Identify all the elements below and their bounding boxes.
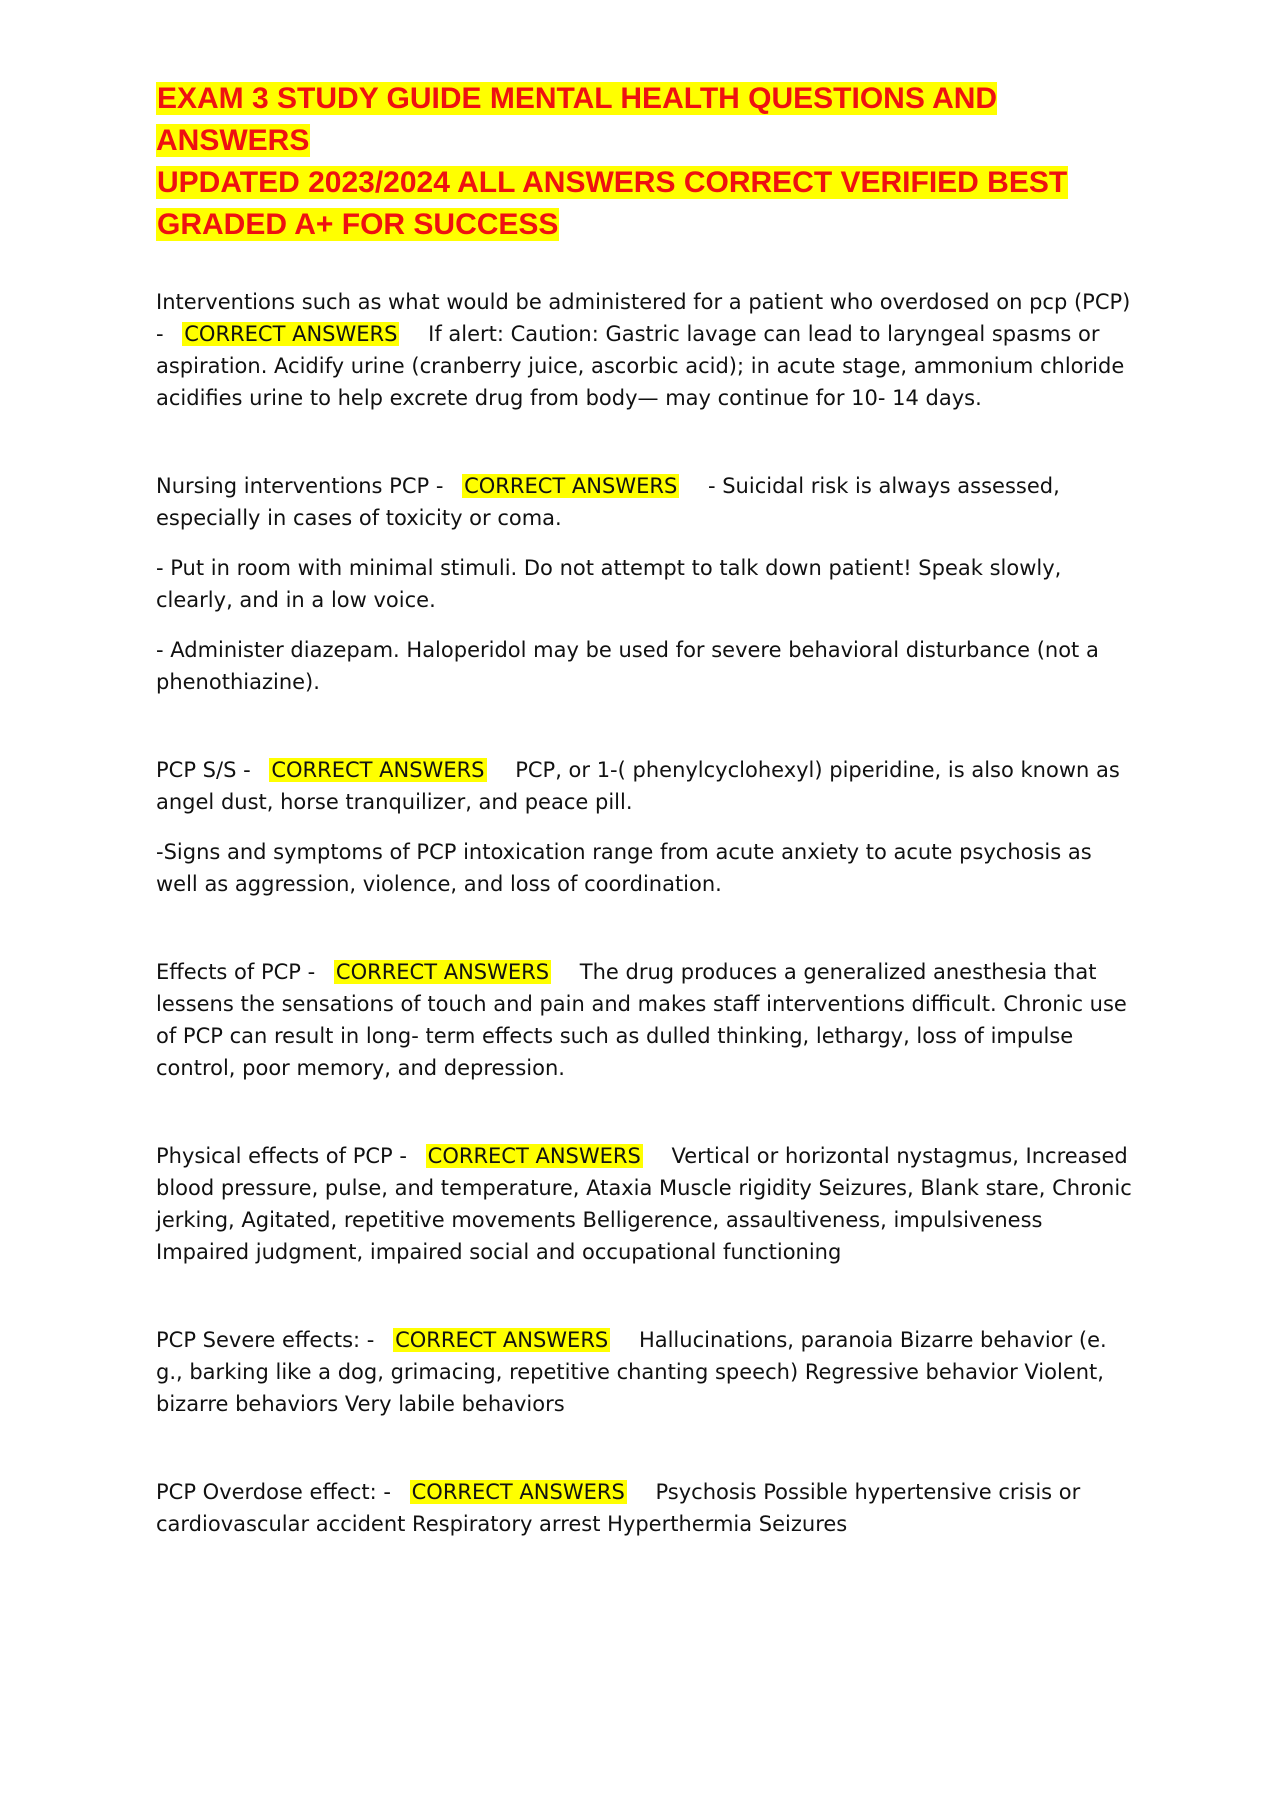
answer-text: Vertical or horizontal nystagmus, Increased blood pressure, pulse, and temperature, Ataxia Muscle rigidity Seizures, Blank stare, Chronic jerking, Agitated, repetitive movements Belligerence, assaultiveness, impulsiveness Impaired judgment, impaired social and occupational functioning — [156, 1144, 1132, 1264]
qa-main-paragraph — [156, 754, 1136, 818]
correct-answers-badge: CORRECT ANSWERS — [411, 1480, 625, 1504]
qa-item — [156, 1324, 1136, 1420]
correct-answers-badge: CORRECT ANSWERS — [184, 322, 398, 346]
correct-answers-badge: CORRECT ANSWERS — [464, 474, 678, 498]
answer-text: The drug produces a generalized anesthesia that lessens the sensations of touch and pain and makes staff interventions difficult. Chronic use of PCP can result in long- term effects such as dulled thinking, lethargy, loss of impulse control, poor memory, and depression. — [156, 960, 1127, 1080]
answer-text: Hallucinations, paranoia Bizarre behavior (e. g., barking like a dog, grimacing, repetitive chanting speech) Regressive behavior Violent, bizarre behaviors Very labile behaviors — [156, 1328, 1107, 1416]
qa-item — [156, 956, 1136, 1084]
qa-main-paragraph — [156, 1476, 1136, 1540]
correct-answers-badge: CORRECT ANSWERS — [335, 960, 550, 984]
answer-extra-paragraph: -Signs and symptoms of PCP intoxication range from acute anxiety to acute psychosis as well as aggression, violence, and loss of coordination. — [156, 840, 1092, 896]
qa-main-paragraph — [156, 470, 1136, 534]
question-text: Interventions such as what would be administered for a patient who overdosed on pcp (PCP) - — [156, 290, 1131, 346]
title-line: GRADED A+ FOR SUCCESS — [157, 208, 559, 241]
qa-item — [156, 754, 1136, 900]
qa-item — [156, 1476, 1136, 1540]
answer-text: Psychosis Possible hypertensive crisis or cardiovascular accident Respiratory arrest Hyperthermia Seizures — [156, 1480, 1081, 1536]
answer-text: PCP, or 1-( phenylcyclohexyl) piperidine, is also known as angel dust, horse tranquilizer, and peace pill. — [156, 758, 1120, 814]
qa-item — [156, 1140, 1136, 1268]
qa-main-paragraph — [156, 1324, 1136, 1420]
correct-answers-badge: CORRECT ANSWERS — [395, 1328, 609, 1352]
title-line: UPDATED 2023/2024 ALL ANSWERS CORRECT VERIFIED BEST — [157, 166, 1068, 199]
document-page — [156, 78, 1136, 1596]
title-line: EXAM 3 STUDY GUIDE MENTAL HEALTH QUESTIONS AND ANSWERS — [156, 82, 998, 157]
question-text: PCP Severe effects: - — [156, 1328, 375, 1352]
answer-extra-paragraph: - Administer diazepam. Haloperidol may be used for severe behavioral disturbance (not a phenothiazine). — [156, 638, 1099, 694]
qa-main-paragraph — [156, 956, 1136, 1084]
question-text: PCP Overdose effect: - — [156, 1480, 391, 1504]
question-text: Nursing interventions PCP - — [156, 474, 444, 498]
answer-text: If alert: Caution: Gastric lavage can lead to laryngeal spasms or aspiration. Acidify urine (cranberry juice, ascorbic acid); in acute stage, ammonium chloride acidifies urine to help excrete drug from body— may continue for 10- 14 days. — [156, 322, 1125, 410]
qa-main-paragraph — [156, 1140, 1136, 1268]
question-text: PCP S/S - — [156, 758, 251, 782]
question-text: Effects of PCP - — [156, 960, 316, 984]
answer-text: - Suicidal risk is always assessed, especially in cases of toxicity or coma. — [156, 474, 1060, 530]
qa-main-paragraph — [156, 286, 1136, 414]
qa-item — [156, 286, 1136, 414]
qa-item — [156, 470, 1136, 698]
correct-answers-badge: CORRECT ANSWERS — [271, 758, 485, 782]
question-text: Physical effects of PCP - — [156, 1144, 407, 1168]
answer-extra-paragraph: - Put in room with minimal stimuli. Do not attempt to talk down patient! Speak slowly, clearly, and in a low voice. — [156, 556, 1062, 612]
correct-answers-badge: CORRECT ANSWERS — [427, 1144, 641, 1168]
document-title — [156, 78, 1136, 246]
